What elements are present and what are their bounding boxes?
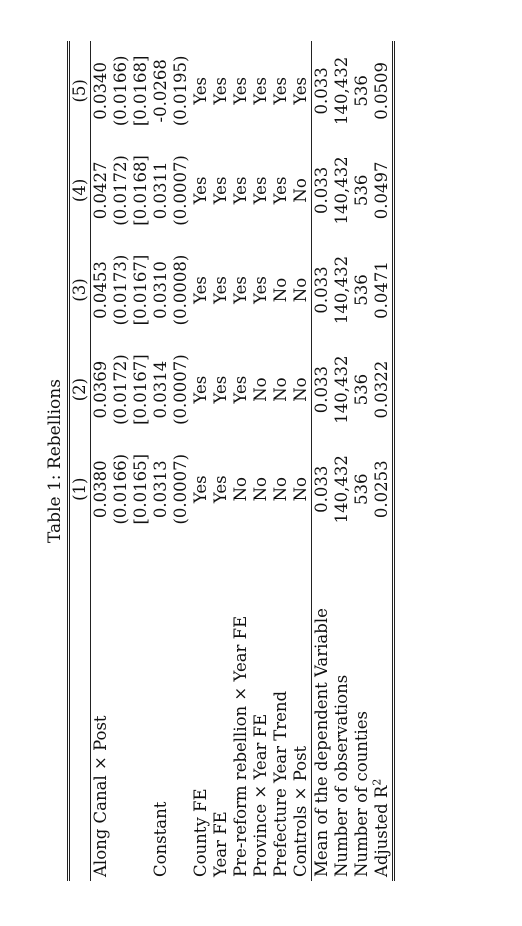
stat-cell: 0.0497 [372, 141, 394, 241]
stat-cell: 0.0471 [372, 240, 394, 340]
row-label-text: Adjusted R [372, 785, 391, 877]
coef-cell: 0.0427 [91, 141, 112, 241]
stat-cell: 0.0322 [372, 340, 394, 440]
se-cell: (0.0007) [171, 155, 190, 226]
table-row [291, 41, 312, 881]
stat-cell: 0.033 [312, 41, 333, 141]
column-header: (2) [69, 340, 91, 440]
fe-cell: No [291, 178, 310, 203]
se-alt-cell: [0.0165] [131, 453, 150, 525]
stat-cell: 140,432 [332, 355, 351, 424]
se-cell: (0.0007) [171, 354, 190, 425]
stat-cell: 140,432 [332, 156, 351, 225]
se-alt-cell: [0.0168] [131, 155, 150, 226]
table-row [171, 41, 191, 881]
se-cell: (0.0007) [171, 453, 190, 525]
fe-cell: No [291, 277, 310, 303]
row-label: Number of counties [352, 710, 371, 877]
table-row [372, 41, 394, 881]
stat-cell: 536 [352, 473, 371, 505]
fe-cell: No [291, 477, 310, 502]
row-label: Controls × Post [291, 745, 310, 877]
coef-cell: 0.0310 [151, 261, 170, 319]
stat-cell: 140,432 [332, 255, 351, 325]
row-label: Prefecture Year Trend [271, 690, 290, 877]
column-header-row [69, 41, 91, 881]
stat-cell: 0.033 [312, 439, 333, 539]
stat-cell: 0.033 [312, 141, 333, 241]
fe-cell: Yes [211, 76, 230, 105]
column-header: (5) [69, 41, 91, 141]
stat-cell: 536 [352, 174, 371, 207]
fe-cell: No [251, 377, 270, 402]
fe-cell: Yes [191, 475, 210, 504]
column-header: (4) [69, 141, 91, 241]
row-label: Year FE [211, 811, 230, 877]
table-row [251, 41, 271, 881]
row-label: County FE [191, 788, 210, 877]
column-header: (1) [69, 439, 91, 539]
se-alt-cell: [0.0167] [131, 254, 150, 326]
table-row [151, 41, 171, 881]
fe-cell: Yes [211, 176, 230, 205]
fe-cell: Yes [211, 475, 230, 504]
stat-cell: 0.033 [312, 340, 333, 440]
se-cell: (0.0008) [171, 254, 190, 326]
column-header: (3) [69, 240, 91, 340]
fe-cell: No [291, 377, 310, 402]
coef-cell: -0.0268 [151, 59, 170, 123]
rotated-table-container [45, 41, 505, 881]
coef-cell: 0.0453 [91, 240, 112, 340]
fe-cell: Yes [251, 76, 270, 105]
regression-table [67, 41, 395, 881]
se-alt-cell: [0.0168] [131, 55, 150, 127]
se-cell: (0.0195) [171, 55, 190, 127]
table-row [211, 41, 231, 881]
row-label: Province × Year FE [251, 713, 270, 877]
stat-cell: 140,432 [332, 56, 351, 125]
se-alt-cell: [0.0167] [131, 354, 150, 425]
table-row [231, 41, 251, 881]
fe-cell: Yes [191, 176, 210, 205]
row-label: Pre-reform rebellion × Year FE [231, 615, 250, 877]
stat-cell: 140,432 [332, 455, 351, 524]
fe-cell: Yes [271, 176, 290, 205]
fe-cell: Yes [211, 375, 230, 404]
se-cell: (0.0172) [111, 354, 130, 425]
se-cell: (0.0166) [111, 55, 130, 127]
fe-cell: Yes [211, 276, 230, 304]
row-label: Constant [151, 801, 170, 877]
coef-cell: 0.0369 [91, 340, 112, 440]
fe-cell: Yes [271, 76, 290, 105]
fe-cell: No [271, 377, 290, 402]
row-label: Mean of the dependent Variable [312, 539, 333, 881]
fe-cell: No [231, 477, 250, 502]
fe-cell: Yes [251, 276, 270, 304]
se-cell: (0.0166) [111, 453, 130, 525]
coef-cell: 0.0311 [151, 161, 170, 220]
table-row [111, 41, 131, 881]
row-label: Number of observations [332, 674, 351, 877]
fe-cell: No [271, 477, 290, 502]
coef-cell: 0.0314 [151, 360, 170, 419]
table-row [91, 41, 112, 881]
stat-cell: 536 [352, 373, 371, 406]
table-row [332, 41, 352, 881]
stat-cell: 0.033 [312, 240, 333, 340]
row-label: Along Canal × Post [91, 539, 112, 881]
fe-cell: Yes [191, 276, 210, 304]
table-row [312, 41, 333, 881]
table-row [352, 41, 372, 881]
table-row [131, 41, 151, 881]
fe-cell: Yes [291, 76, 310, 105]
coef-cell: 0.0313 [151, 460, 170, 519]
fe-cell: Yes [191, 375, 210, 404]
fe-cell: Yes [231, 76, 250, 105]
stat-cell: 0.0253 [372, 439, 394, 539]
fe-cell: Yes [231, 375, 250, 404]
row-label [372, 539, 394, 881]
fe-cell: No [271, 277, 290, 303]
table-row [271, 41, 291, 881]
table-row [191, 41, 211, 881]
coef-cell: 0.0340 [91, 41, 112, 141]
stat-cell: 536 [352, 75, 371, 107]
fe-cell: Yes [231, 176, 250, 205]
fe-cell: No [251, 477, 270, 502]
superscript: 2 [370, 778, 384, 786]
header-stub [69, 539, 91, 881]
table-caption: Table 1: Rebellions [45, 379, 65, 543]
coef-cell: 0.0380 [91, 439, 112, 539]
se-cell: (0.0173) [111, 254, 130, 326]
se-cell: (0.0172) [111, 155, 130, 226]
fe-cell: Yes [191, 76, 210, 105]
fe-cell: Yes [251, 176, 270, 205]
stat-cell: 536 [352, 274, 371, 306]
fe-cell: Yes [231, 276, 250, 304]
stat-cell: 0.0509 [372, 41, 394, 141]
